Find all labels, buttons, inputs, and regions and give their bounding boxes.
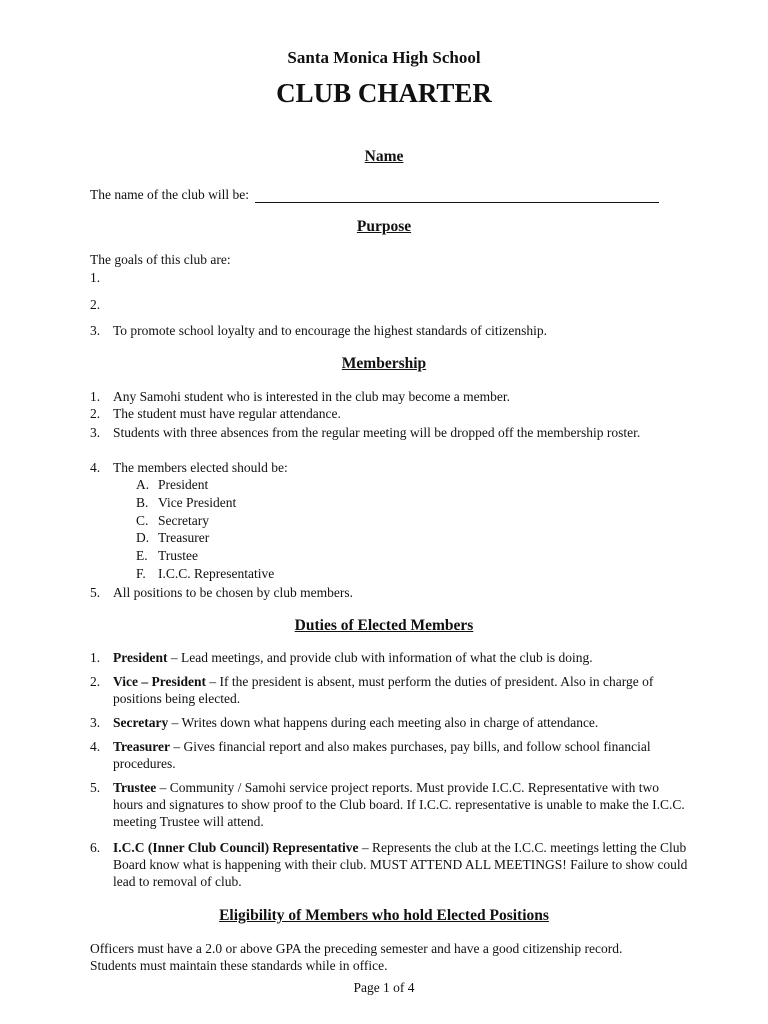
office-title: Trustee — [158, 548, 199, 563]
club-name-blank-line[interactable] — [255, 187, 659, 203]
membership-heading: Membership — [341, 355, 427, 372]
duty-role: Treasurer — [113, 739, 170, 754]
membership-item — [0, 459, 768, 476]
membership-item — [0, 388, 768, 405]
duty-item-number: 4. — [90, 739, 101, 754]
office-item — [0, 494, 768, 511]
duty-role: President — [113, 650, 168, 665]
office-item — [0, 547, 768, 564]
duty-role: Vice – President — [113, 674, 206, 689]
office-item — [0, 476, 768, 493]
duty-description: – Writes down what happens during each meeting also in charge of attendance. — [168, 715, 599, 730]
purpose-item-text: To promote school loyalty and to encourage the highest standards of citizenship. — [113, 323, 547, 338]
duty-item — [0, 649, 768, 666]
purpose-item — [0, 296, 768, 313]
membership-item-text: Students with three absences from the regular meeting will be dropped off the membership roster. — [113, 425, 641, 440]
duty-item — [0, 839, 768, 890]
eligibility-heading: Eligibility of Members who hold Elected Positions — [219, 907, 549, 924]
membership-item — [0, 584, 768, 601]
office-letter: F. — [136, 566, 146, 581]
document-title: CLUB CHARTER — [276, 78, 492, 108]
office-item — [0, 512, 768, 529]
duty-description: – If the president is absent, must perform the duties of president. Also in charge of positions being elected. — [113, 674, 654, 706]
duty-item-number: 5. — [90, 780, 101, 795]
membership-item-number: 3. — [90, 425, 101, 440]
school-name: Santa Monica High School — [287, 48, 481, 67]
purpose-item — [0, 322, 768, 339]
office-title: President — [158, 477, 209, 492]
purpose-item-number: 3. — [90, 323, 101, 338]
duty-item-text — [113, 649, 688, 666]
eligibility-text: Officers must have a 2.0 or above GPA the preceding semester and have a good citizenship record. Students must maintain these standards while in office. — [90, 941, 623, 973]
duty-role: I.C.C (Inner Club Council) Representative — [113, 840, 359, 855]
membership-item-number: 1. — [90, 389, 101, 404]
name-heading: Name — [364, 148, 404, 165]
duty-item-number: 2. — [90, 674, 101, 689]
duty-item-text — [113, 673, 688, 707]
duty-description: – Community / Samohi service project reports. Must provide I.C.C. Representative with two hours and signatures to show proof to the Club board. If I.C.C. representative is unable to make the I.C.C. meeting Trustee will attend. — [113, 780, 685, 829]
duty-item — [0, 738, 768, 772]
membership-item-text: All positions to be chosen by club members. — [113, 585, 353, 600]
purpose-heading: Purpose — [356, 218, 412, 235]
membership-item-number: 4. — [90, 460, 101, 475]
club-name-row — [90, 186, 659, 203]
duty-item-text — [113, 839, 688, 890]
duty-description: – Lead meetings, and provide club with information of what the club is doing. — [167, 650, 593, 665]
club-name-prompt: The name of the club will be: — [90, 187, 249, 202]
office-title: I.C.C. Representative — [158, 566, 275, 581]
duty-item-text — [113, 779, 688, 830]
duty-role: Secretary — [113, 715, 169, 730]
duty-item — [0, 673, 768, 707]
purpose-item-number: 2. — [90, 297, 101, 312]
office-letter: E. — [136, 548, 148, 563]
duty-item-number: 3. — [90, 715, 101, 730]
duty-item — [0, 714, 768, 731]
page-number: Page 1 of 4 — [353, 980, 415, 995]
office-item — [0, 529, 768, 546]
duty-role: Trustee — [113, 780, 157, 795]
membership-item-number: 5. — [90, 585, 101, 600]
office-title: Vice President — [158, 495, 237, 510]
duty-item — [0, 779, 768, 830]
membership-item-text: The student must have regular attendance. — [113, 406, 341, 421]
membership-item-text: Any Samohi student who is interested in the club may become a member. — [113, 389, 511, 404]
duty-description: – Gives financial report and also makes purchases, pay bills, and follow school financial procedures. — [113, 739, 651, 771]
duty-item-number: 6. — [90, 840, 101, 855]
office-letter: C. — [136, 513, 149, 528]
office-letter: B. — [136, 495, 149, 510]
purpose-item-number: 1. — [90, 270, 101, 285]
duty-description: – Represents the club at the I.C.C. meetings letting the Club Board know what is happening with their club. MUST ATTEND ALL MEETINGS! Failure to show could lead to removal of club. — [113, 840, 688, 889]
duty-item-text — [113, 738, 688, 772]
purpose-intro: The goals of this club are: — [90, 252, 231, 267]
office-title: Treasurer — [158, 530, 210, 545]
membership-item-text: The members elected should be: — [113, 460, 288, 475]
membership-item — [0, 424, 768, 458]
duties-heading: Duties of Elected Members — [294, 617, 474, 634]
office-letter: D. — [136, 530, 150, 545]
office-title: Secretary — [158, 513, 209, 528]
office-item — [0, 565, 768, 582]
office-letter: A. — [136, 477, 150, 492]
duty-item-text — [113, 714, 688, 731]
purpose-item — [0, 269, 768, 286]
membership-item — [0, 405, 768, 422]
membership-item-number: 2. — [90, 406, 101, 421]
duty-item-number: 1. — [90, 650, 101, 665]
